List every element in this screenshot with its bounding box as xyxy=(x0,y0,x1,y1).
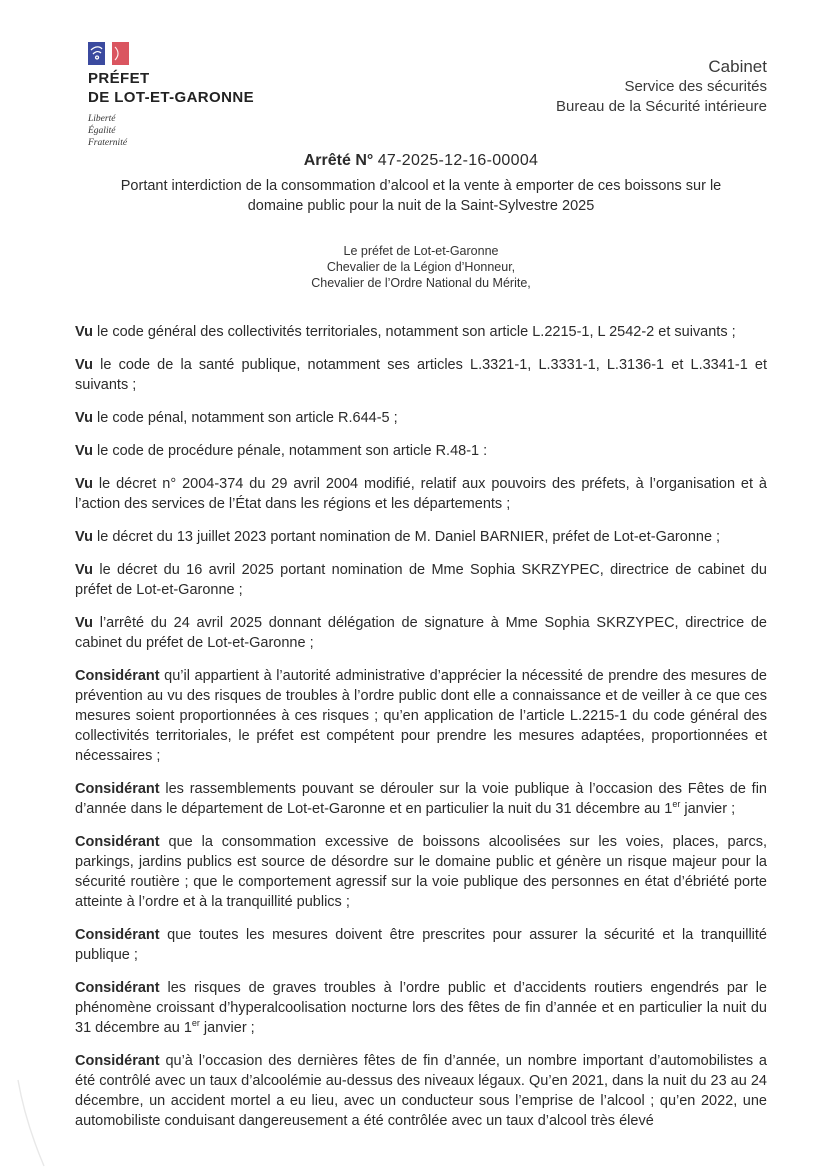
document-title xyxy=(75,152,767,170)
paragraph-text: les rassemblements pouvant se dérouler sur la voie publique à l’occasion des Fêtes de fin d’année dans le département de Lot-et-Garonne et en particulier la nuit du 31 décembre au 1 xyxy=(75,781,767,817)
paragraph-text: le code général des collectivités territoriales, notamment son article L.2215-1, L 2542-2 et suivants ; xyxy=(93,324,736,340)
body-paragraph xyxy=(75,613,767,653)
paragraph-lead-word: Considérant xyxy=(75,781,160,797)
prefecture-logo-block xyxy=(88,42,348,149)
paragraph-text: janvier ; xyxy=(199,1020,255,1036)
issuing-service-block xyxy=(556,56,767,117)
issuer-line1: Le préfet de Lot-et-Garonne xyxy=(343,244,499,258)
paragraph-text: le décret n° 2004-374 du 29 avril 2004 modifié, relatif aux pouvoirs des préfets, à l’organisation et à l’action des services de l’État dans les régions et les départements ; xyxy=(75,476,767,512)
paragraph-lead-word: Vu xyxy=(75,357,93,373)
body-paragraph xyxy=(75,666,767,766)
service-bureau: Bureau de la Sécurité intérieure xyxy=(556,98,767,115)
document-content xyxy=(75,152,767,1144)
document-subtitle xyxy=(75,176,767,216)
paragraph-text: qu’il appartient à l’autorité administrative d’apprécier la nécessité de prendre des mesures de prévention au vu des risques de troubles à l’ordre public dont elle a connaissance et de veiller à ce que ces mesures soient proportionnées à ces risques ; qu’en application de l’article L.2215-1 du code général des collectivités territoriales, le préfet est compétent pour prendre les mesures adaptées, proportionnées et nécessaires ; xyxy=(75,668,767,764)
paragraph-text: les risques de graves troubles à l’ordre public et d’accidents routiers engendrés par le phénomène croissant d’hyperalcoolisation nocturne lors des fêtes de fin d’année et en particulier la nuit du 31 décembre au 1 xyxy=(75,980,767,1036)
paragraph-text: l’arrêté du 24 avril 2025 donnant délégation de signature à Mme Sophia SKRZYPEC, directrice de cabinet du préfet de Lot-et-Garonne ; xyxy=(75,615,767,651)
paragraph-lead-word: Vu xyxy=(75,410,93,426)
paragraph-lead-word: Considérant xyxy=(75,980,160,996)
body-paragraph xyxy=(75,925,767,965)
superscript: er xyxy=(191,1018,200,1029)
paragraph-lead-word: Vu xyxy=(75,476,93,492)
paragraph-lead-word: Vu xyxy=(75,562,93,578)
french-flag-marianne-icon xyxy=(88,42,129,65)
service-cabinet: Cabinet xyxy=(708,57,767,76)
body-paragraph xyxy=(75,322,767,342)
prefecture-name-line2: DE LOT-ET-GARONNE xyxy=(88,89,254,106)
issuer-line3: Chevalier de l’Ordre National du Mérite, xyxy=(311,276,531,290)
paragraph-text: janvier ; xyxy=(680,801,736,817)
motto-egalite: Égalité xyxy=(88,126,116,136)
motto-liberte: Liberté xyxy=(88,114,116,124)
motto-fraternite: Fraternité xyxy=(88,138,128,148)
paragraph-text: le décret du 13 juillet 2023 portant nomination de M. Daniel BARNIER, préfet de Lot-et-Garonne ; xyxy=(93,529,721,545)
title-number: 47-2025-12-16-00004 xyxy=(377,152,539,169)
body-paragraphs xyxy=(75,322,767,1131)
body-paragraph xyxy=(75,560,767,600)
body-paragraph xyxy=(75,474,767,514)
service-securites: Service des sécurités xyxy=(624,78,767,95)
body-paragraph xyxy=(75,978,767,1038)
paragraph-text: le décret du 16 avril 2025 portant nomination de Mme Sophia SKRZYPEC, directrice de cabinet du préfet de Lot-et-Garonne ; xyxy=(75,562,767,598)
paragraph-text: le code de procédure pénale, notamment son article R.48-1 : xyxy=(93,443,488,459)
body-paragraph xyxy=(75,527,767,547)
paragraph-lead-word: Vu xyxy=(75,324,93,340)
paragraph-lead-word: Considérant xyxy=(75,668,160,684)
body-paragraph xyxy=(75,355,767,395)
scan-artifact xyxy=(6,1078,66,1168)
prefecture-name-line1: PRÉFET xyxy=(88,70,150,87)
paragraph-lead-word: Considérant xyxy=(75,1053,160,1069)
republic-motto xyxy=(88,113,348,149)
paragraph-text: que la consommation excessive de boissons alcoolisées sur les voies, places, parcs, parkings, jardins publics est source de désordre sur le domaine public et génère un risque majeur pour la sécurité routière ; que le comportement agressif sur la voie publique des personnes en état d’ébriété porte atteinte à l’ordre et à la tranquillité publics ; xyxy=(75,834,767,910)
issuer-block xyxy=(75,243,767,291)
paragraph-lead-word: Vu xyxy=(75,529,93,545)
paragraph-lead-word: Considérant xyxy=(75,927,160,943)
superscript: er xyxy=(672,799,681,810)
subtitle-line1: Portant interdiction de la consommation d’alcool et la vente à emporter de ces boissons sur le xyxy=(120,178,722,194)
paragraph-text: qu’à l’occasion des dernières fêtes de fin d’année, un nombre important d’automobilistes a été contrôlé avec un taux d’alcoolémie au-dessus des niveaux légaux. Qu’en 2021, dans la nuit du 23 au 24 décembre, un accident mortel a eu lieu, avec un conducteur sous l’emprise de l’alcool ; qu’en 2022, une automobiliste conduisant dangereusement a été contrôlée avec un taux d’alcool très élevé xyxy=(75,1053,767,1129)
body-paragraph xyxy=(75,1051,767,1131)
body-paragraph xyxy=(75,441,767,461)
body-paragraph xyxy=(75,779,767,819)
title-label: Arrêté N° xyxy=(303,152,374,169)
paragraph-lead-word: Considérant xyxy=(75,834,160,850)
body-paragraph xyxy=(75,408,767,428)
paragraph-text: le code pénal, notamment son article R.644-5 ; xyxy=(93,410,398,426)
paragraph-lead-word: Vu xyxy=(75,443,93,459)
subtitle-line2: domaine public pour la nuit de la Saint-Sylvestre 2025 xyxy=(247,198,595,214)
paragraph-text: le code de la santé publique, notamment ses articles L.3321-1, L.3331-1, L.3136-1 et L.3341-1 et suivants ; xyxy=(75,357,767,393)
paragraph-text: que toutes les mesures doivent être prescrites pour assurer la sécurité et la tranquillité publique ; xyxy=(75,927,767,963)
paragraph-lead-word: Vu xyxy=(75,615,93,631)
issuer-line2: Chevalier de la Légion d’Honneur, xyxy=(326,260,516,274)
body-paragraph xyxy=(75,832,767,912)
